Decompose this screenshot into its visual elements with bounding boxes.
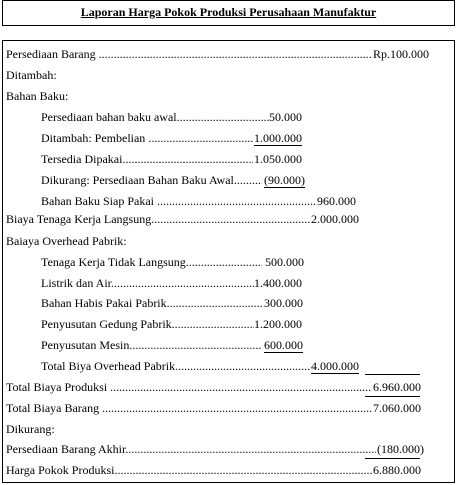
- row-total-overhead: [41, 359, 310, 373]
- row-penyusutan-gedung: [41, 317, 254, 331]
- row-pembelian: [41, 131, 253, 145]
- row-bahan-habis-pakai: [41, 296, 262, 310]
- row-listrik-dan-air: [41, 276, 254, 290]
- row-bahan-baku-siap-pakai: [41, 194, 316, 208]
- row-amount: 2.000.000: [311, 212, 359, 226]
- leader-dots: [186, 255, 262, 269]
- row-tersedia-dipakai: [41, 152, 253, 166]
- leader-dots: [148, 131, 253, 145]
- row-label: Ditambah: Pembelian: [41, 131, 149, 145]
- leader-dots: [175, 359, 310, 373]
- row-amount: 600.000: [264, 338, 303, 352]
- row-amount: 50.000: [269, 110, 302, 124]
- report-title: Laporan Harga Pokok Produksi Perusahaan Manufaktur: [2, 0, 455, 26]
- row-amount: (90.000): [264, 173, 305, 187]
- row-amount: 1.200.000: [254, 317, 302, 331]
- leader-dots: [99, 47, 372, 61]
- row-label: Penyusutan Mesin: [41, 338, 130, 352]
- row-tenaga-kerja-tidak-langsung: [41, 255, 262, 269]
- row-bahan-baku-heading: Bahan Baku:: [6, 89, 69, 103]
- row-label: Biaya Tenaga Kerja Langsung: [6, 212, 152, 226]
- row-amount: 4.000.000: [311, 359, 359, 373]
- row-total-biaya-barang: [6, 401, 372, 415]
- row-amount: 1.050.000: [254, 152, 302, 166]
- row-label: Bahan Baku Siap Pakai: [41, 194, 157, 208]
- leader-dots: [129, 338, 262, 352]
- leader-dots: [111, 276, 254, 290]
- leader-dots: [122, 152, 253, 166]
- row-amount: Rp.100.000: [373, 47, 430, 61]
- subtotal-rule: [365, 374, 420, 375]
- row-label: Tersedia Dipakai: [41, 152, 123, 166]
- row-biaya-tenaga-kerja-langsung: [6, 212, 311, 226]
- leader-dots: [102, 401, 372, 415]
- row-dikurang: Dikurang:: [6, 422, 55, 436]
- row-amount: 6.880.000: [373, 463, 421, 477]
- row-label: Persediaan bahan baku awal: [41, 110, 177, 124]
- leader-dots: [151, 212, 311, 226]
- leader-dots: [157, 194, 316, 208]
- row-total-biaya-produksi: [6, 380, 372, 394]
- row-label: Persediaan Barang: [6, 47, 99, 61]
- row-amount: 500.000: [265, 255, 304, 269]
- row-amount: 960.000: [317, 194, 356, 208]
- row-label: Total Biaya Barang: [6, 401, 103, 415]
- row-label: Bahan Habis Pakai Pabrik: [41, 296, 167, 310]
- row-label: Dikurang: Persediaan Bahan Baku Awal: [41, 173, 234, 187]
- leader-dots: [125, 442, 376, 456]
- row-amount: (180.000): [377, 442, 424, 456]
- row-amount: 1.400.000: [254, 276, 302, 290]
- row-persediaan-bahan-baku-awal: [41, 110, 269, 124]
- leader-dots: [114, 463, 372, 477]
- leader-dots: [172, 317, 254, 331]
- row-penyusutan-mesin: [41, 338, 262, 352]
- leader-dots: [234, 173, 262, 187]
- row-amount: 6.960.000: [373, 380, 421, 394]
- final-rule: [365, 458, 420, 459]
- row-ditambah: Ditambah:: [6, 68, 57, 82]
- leader-dots: [177, 110, 269, 124]
- row-dikurang-persediaan-awal: [41, 173, 262, 187]
- row-label: Listrik dan Air: [41, 276, 111, 290]
- row-label: Persediaan Barang Akhir: [6, 442, 126, 456]
- row-overhead-heading: Baiaya Overhead Pabrik:: [6, 234, 127, 248]
- row-amount: 300.000: [264, 296, 303, 310]
- row-label: Penyusutan Gedung Pabrik: [41, 317, 172, 331]
- row-amount: 7.060.000: [373, 401, 421, 415]
- row-harga-pokok-produksi: [6, 463, 372, 477]
- row-label: Harga Pokok Produksi: [6, 463, 115, 477]
- total-rule: [365, 396, 420, 397]
- leader-dots: [167, 296, 262, 310]
- row-label: Total Biaya Produksi: [6, 380, 111, 394]
- row-persediaan-barang: [6, 47, 372, 61]
- row-amount: 1.000.000: [254, 131, 302, 145]
- row-persediaan-barang-akhir: [6, 442, 376, 456]
- row-label: Tenaga Kerja Tidak Langsung: [41, 255, 186, 269]
- row-label: Total Biya Overhead Pabrik: [41, 359, 176, 373]
- leader-dots: [110, 380, 372, 394]
